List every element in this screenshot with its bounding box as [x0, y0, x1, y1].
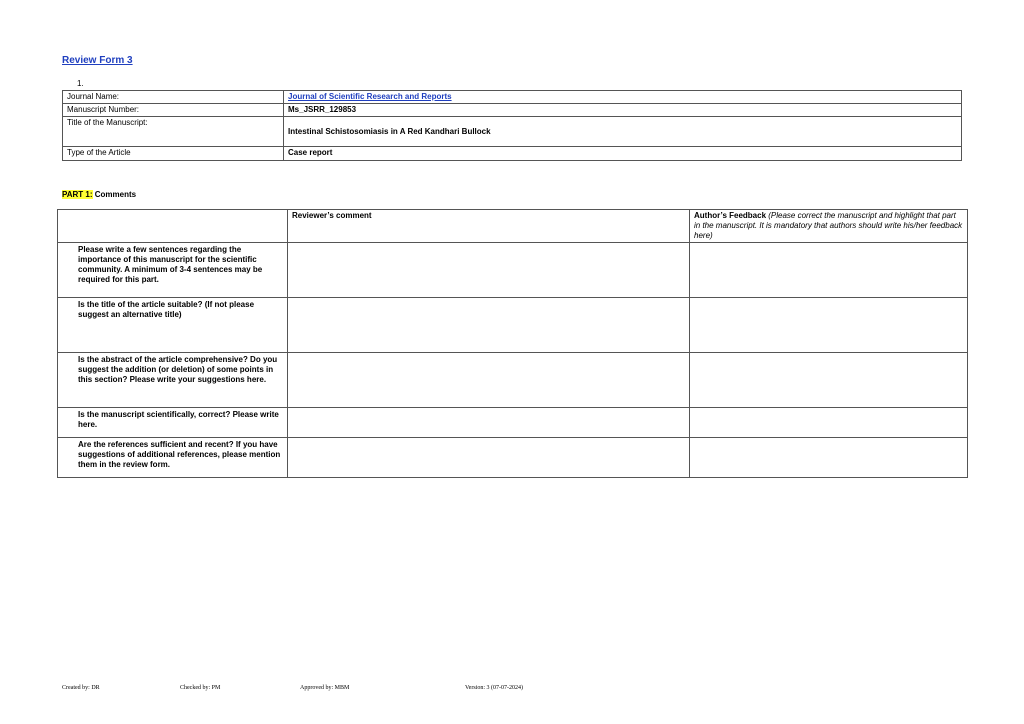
table-row: [58, 438, 968, 478]
part1-heading: [62, 190, 136, 199]
article-type-value: Case report: [284, 147, 962, 161]
reviewer-comment-cell[interactable]: [288, 298, 690, 353]
list-number: 1.: [77, 79, 84, 88]
journal-name-value: [284, 91, 962, 104]
author-feedback-title: Author’s Feedback: [694, 211, 767, 220]
author-feedback-instructions: (Please correct the manuscript and highlight that part in the manuscript. It is mandatory that authors should write his/her feedback here): [694, 211, 963, 240]
reviewer-comment-cell[interactable]: [288, 243, 690, 298]
manuscript-title-value: Intestinal Schistosomiasis in A Red Kandhari Bullock: [284, 117, 962, 147]
question-importance: Please write a few sentences regarding the importance of this manuscript for the scientific community. A minimum of 3-4 sentences may be required for this part.: [58, 243, 288, 298]
question-scientific: Is the manuscript scientifically, correct? Please write here.: [58, 408, 288, 438]
manuscript-info-table: [62, 90, 962, 161]
table-row: [63, 91, 962, 104]
manuscript-number-value: Ms_JSRR_129853: [284, 104, 962, 117]
question-title: Is the title of the article suitable? (If not please suggest an alternative title): [58, 298, 288, 353]
table-row: [58, 353, 968, 408]
author-feedback-cell[interactable]: [690, 438, 968, 478]
question-abstract: Is the abstract of the article comprehensive? Do you suggest the addition (or deletion) of some points in this section? Please write your suggestions here.: [58, 353, 288, 408]
article-type-label: Type of the Article: [63, 147, 284, 161]
author-feedback-cell[interactable]: [690, 298, 968, 353]
author-feedback-header: [690, 210, 968, 243]
table-row: [58, 408, 968, 438]
part1-label: PART 1:: [62, 190, 93, 199]
question-references: Are the references sufficient and recent? If you have suggestions of additional references, please mention them in the review form.: [58, 438, 288, 478]
form-title: Review Form 3: [62, 55, 133, 66]
table-row: [63, 147, 962, 161]
question-column-header: [58, 210, 288, 243]
reviewer-comment-cell[interactable]: [288, 438, 690, 478]
footer-checked-by: Checked by: PM: [180, 685, 221, 691]
table-row: [58, 210, 968, 243]
journal-name-label: Journal Name:: [63, 91, 284, 104]
author-feedback-cell[interactable]: [690, 408, 968, 438]
footer-version: Version: 3 (07-07-2024): [465, 685, 523, 691]
reviewer-comment-header: Reviewer’s comment: [288, 210, 690, 243]
table-row: [58, 298, 968, 353]
part1-title: Comments: [92, 190, 137, 199]
table-row: [63, 104, 962, 117]
author-feedback-cell[interactable]: [690, 243, 968, 298]
journal-name-link[interactable]: Journal of Scientific Research and Reports: [288, 92, 452, 101]
author-feedback-cell[interactable]: [690, 353, 968, 408]
manuscript-title-label: Title of the Manuscript:: [63, 117, 284, 147]
reviewer-comment-cell[interactable]: [288, 408, 690, 438]
table-row: [58, 243, 968, 298]
footer-created-by: Created by: DR: [62, 685, 100, 691]
comments-table: [57, 209, 968, 478]
table-row: [63, 117, 962, 147]
manuscript-number-label: Manuscript Number:: [63, 104, 284, 117]
reviewer-comment-cell[interactable]: [288, 353, 690, 408]
footer-approved-by: Approved by: MBM: [300, 685, 350, 691]
